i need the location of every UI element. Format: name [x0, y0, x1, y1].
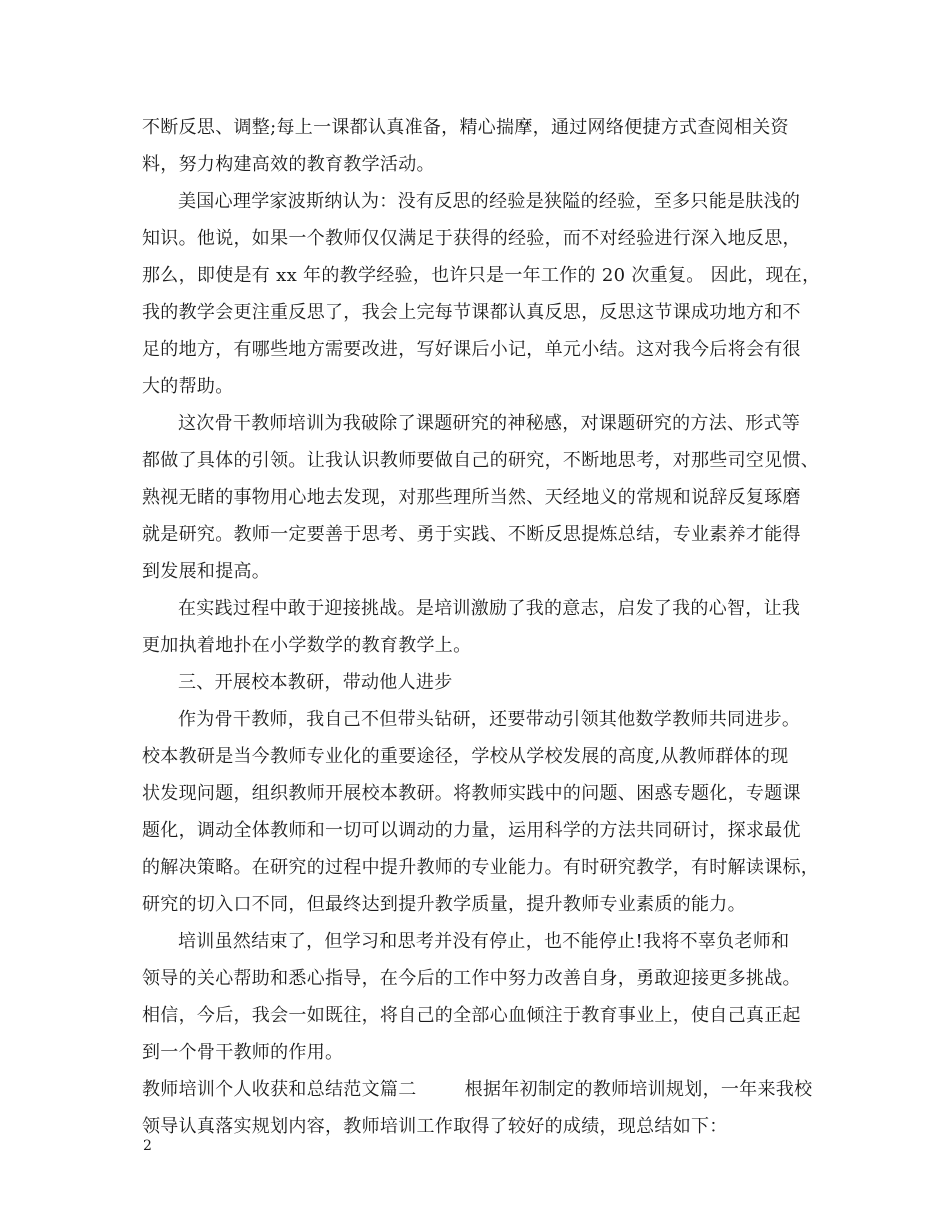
- text-line: 状发现问题，组织教师开展校本教研。将教师实践中的问题、困惑专题化，专题课: [142, 783, 801, 804]
- text-line: 料，努力构建高效的教育教学活动。: [142, 154, 435, 175]
- paragraph-start: 作为骨干教师，我自己不但带头钻研，还要带动引领其他数学教师共同进步。: [178, 709, 801, 730]
- text-line: 熟视无睹的事物用心地去发现，对那些理所当然、天经地义的常规和说辞反复琢磨: [142, 487, 801, 508]
- text-line: 研究的切入口不同，但最终达到提升教学质量，提升教师专业素质的能力。: [142, 894, 746, 915]
- text-line: 都做了具体的引领。让我认识教师要做自己的研究，不断地思考，对那些司空见惯、: [142, 450, 820, 471]
- text-line: 到发展和提高。: [142, 561, 271, 582]
- text-line: 不断反思、调整;每上一课都认真准备，精心揣摩，通过网络便捷方式查阅相关资: [142, 117, 789, 138]
- text-line: 相信，今后，我会一如既往，将自己的全部心血倾注于教育事业上，使自己真正起: [142, 1005, 801, 1026]
- text-line: 题化，调动全体教师和一切可以调动的力量，运用科学的方法共同研讨，探求最优: [142, 820, 801, 841]
- page-number: 2: [143, 1138, 152, 1154]
- article-title-line: 教师培训个人收获和总结范文篇二 根据年初制定的教师培训规划，一年来我校: [142, 1079, 813, 1100]
- text-line: 大的帮助。: [142, 376, 234, 397]
- text-line: 领导的关心帮助和悉心指导，在今后的工作中努力改善自身，勇敢迎接更多挑战。: [142, 968, 801, 989]
- paragraph-start: 美国心理学家波斯纳认为：没有反思的经验是狭隘的经验，至多只能是肤浅的: [178, 191, 801, 212]
- paragraph-start: 在实践过程中敢于迎接挑战。是培训激励了我的意志，启发了我的心智，让我: [178, 598, 801, 619]
- text-line: 我的教学会更注重反思了，我会上完每节课都认真反思，反思这节课成功地方和不: [142, 302, 801, 323]
- text-line: 领导认真落实规划内容，教师培训工作取得了较好的成绩，现总结如下：: [142, 1116, 728, 1137]
- text-line: 那么，即使是有 xx 年的教学经验，也许只是一年工作的 20 次重复。 因此，现在，: [142, 265, 821, 286]
- text-line: 的解决策略。在研究的过程中提升教师的专业能力。有时研究教学，有时解读课标，: [142, 857, 820, 878]
- paragraph-start: 培训虽然结束了，但学习和思考并没有停止，也不能停止!我将不辜负老师和: [178, 931, 790, 952]
- text-line: 更加执着地扑在小学数学的教育教学上。: [142, 635, 472, 656]
- text-line: 到一个骨干教师的作用。: [142, 1042, 344, 1063]
- paragraph-start: 这次骨干教师培训为我破除了课题研究的神秘感，对课题研究的方法、形式等: [178, 413, 801, 434]
- section-heading: 三、开展校本教研，带动他人进步: [178, 672, 453, 693]
- text-line: 校本教研是当今教师专业化的重要途径，学校从学校发展的高度,从教师群体的现: [142, 746, 789, 767]
- text-line: 足的地方，有哪些地方需要改进，写好课后小记，单元小结。这对我今后将会有很: [142, 339, 801, 360]
- text-line: 就是研究。教师一定要善于思考、勇于实践、不断反思提炼总结，专业素养才能得: [142, 524, 801, 545]
- text-line: 知识。他说，如果一个教师仅仅满足于获得的经验，而不对经验进行深入地反思，: [142, 228, 801, 249]
